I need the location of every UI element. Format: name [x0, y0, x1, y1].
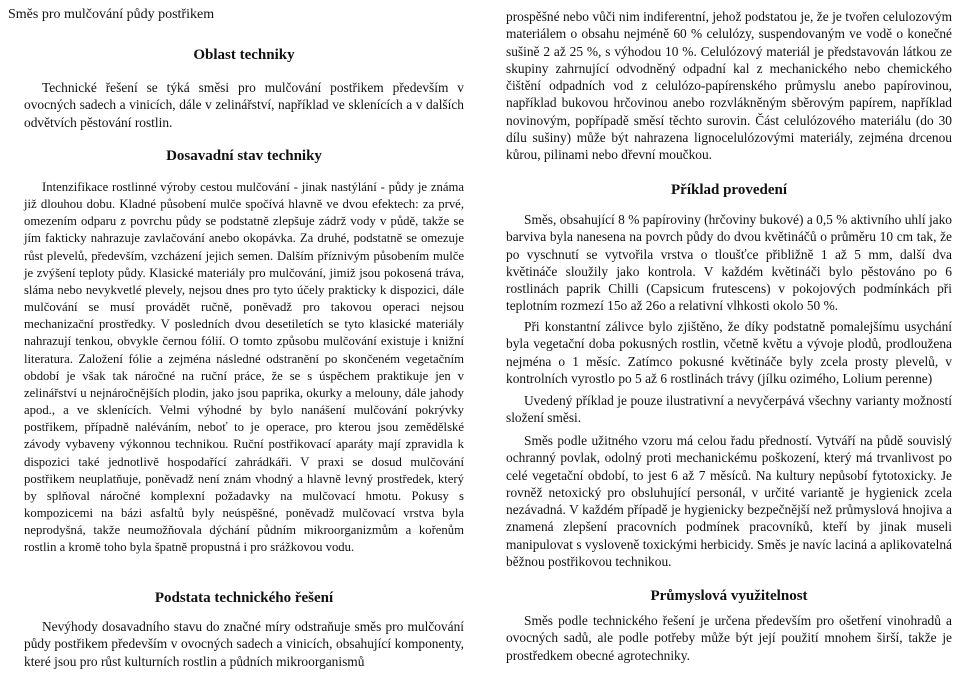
paragraph-podstata: Nevýhody dosavadního stavu do značné míry odstraňuje směs pro mulčování půdy postřikem především v ovocných sadech a vinicích, obsahující komponenty, které jsou pro růst kulturních rostlin a půdních mikroorganismů — [24, 619, 464, 669]
heading-dosavadni-stav: Dosavadní stav techniky — [166, 148, 322, 164]
heading-priklad-provedeni: Příklad provedení — [671, 182, 787, 198]
heading-prumyslova-vyuzitelnost: Průmyslová využitelnost — [650, 588, 808, 604]
paragraph-dosavadni-stav: Intenzifikace rostlinné výroby cestou mulčování - jinak nastýlání - půdy je známa již dlouhou dobu. Kladné působení mulče spočívá hlavně ve dvou efektech: za prvé, omezením odparu z povrchu půdy se podstatně zlepšuje zádrž vody v půdě, takže se jím fakticky nahrazuje zavlačování anebo okopávka. Za druhé, podstatně se omezuje růst plevelů, především, vzcházení jejich semen. Dalším příznivým působením mulče je zvýšení teploty půdy. Klasické materiály pro mulčování, jimiž jsou pokosená tráva, sláma nebo nevykvetlé plevely, nejsou dnes pro tyto účely prakticky k dispozici, dále mulčování se musí provádět ručně, poněvadž pro takovou operaci nejsou mechanizační prostředky. V posledních dvou desetiletích se tyto klasické materiály nahrazují tenkou, obvykle černou fólií. O tomto způsobu mulčování existuje i knižní literatura. Založení fólie a zejména následné odstranění po skončeném vegetačním období je však tak náročné na ruční práce, že se s úspěchem praktikuje jen v zelinářství u nejnáročnějších plodin, jako jsou paprika, okurky a melouny, dále jahody apod., a ve sklenících. Velmi výhodné by bylo nanášení mulčování pokrývky postřikem, případně naléváním, neboť to je operace, pro kterou jsou zemědělské závody vybaveny výkonnou technikou. Ruční postřikovací aparáty mají zpravidla k dispozici také jednotlivě hospodařící zahrádkáři. V praxi se dosud mulčování postřikem neuplatňuje, poněvadž není znám vhodný a hlavně levný prostředek, který by splňoval náročné komplexní požadavky na mulčovací hmotu. Pokusy s kompozicemi na bázi asfaltů byly neúspěšné, poněvadž mulčovací vrstva byla neprodyšná, takže neumožňovala dýchání půdním mikroorganizmům a kořenům rostlin a kromě toho byla špatně propustná i pro srážkovou vodu. — [24, 180, 464, 555]
paragraph-prumyslova-vyuzitelnost: Směs podle technického řešení je určena především pro ošetření vinohradů a ovocných sadů, ale podle potřeby může být její použití mnohem širší, takže je prostředkem obecné agrotechniky. — [506, 613, 952, 663]
heading-podstata: Podstata technického řešení — [154, 590, 334, 606]
paragraph-continuation: prospěšné nebo vůči nim indiferentní, jehož podstatou je, že je tvořen celulozovým materiálem o obsahu nejméně 60 % celulózy, suspendovaným ve vodě o konečné sušině 2 až 25 %, s výhodou 10 %. Celulózový materiál je představován látkou ze skupiny zahrnující odvodněný odpadní kal z mechanického nebo chemického čištění odpadních vod z celulózo-papírenského průmyslu anebo papírovinou, například bukovou hrčovinou anebo rozvlákněným sběrovým papírem, například novinovým, popřípadě směsí těchto surovin. Část celulózového materiálu (do 30 dílu sušiny) může být nahrazena lignocelulózovými materiály, zejména drcenou kůrou, pilinami nebo dřevní moučkou. — [506, 9, 952, 163]
paragraph-priklad-2: Při konstantní zálivce bylo zjištěno, že díky podstatně pomalejšímu usychání byla vegetační doba pokusných rostlin, včetně květu a vývoje plodů, prodloužena nejména o 1 měsíc. Zatímco pokusné květináče byly zcela prosty plevelů, v kontrolních vyrostlo po 5 až 6 rostlinách trávy (jílku ozimého, Lolium perenne) — [506, 319, 952, 386]
paragraph-oblast-techniky: Technické řešení se týká směsi pro mulčování postřikem především v ovocných sadech a vinicích, dále v zelinářství, například ve sklenících a v dalších odvětvích pěstování rostlin. — [24, 80, 464, 130]
heading-oblast-techniky: Oblast techniky — [193, 47, 295, 63]
paragraph-priklad-3: Uvedený příklad je pouze ilustrativní a nevyčerpává všechny varianty možností složení směsi. — [506, 393, 952, 426]
document-title: Směs pro mulčování půdy postřikem — [8, 7, 215, 22]
paragraph-priklad-1: Směs, obsahující 8 % papíroviny (hrčoviny bukové) a 0,5 % aktivního uhlí jako barviva byla nanesena na povrch půdy do dvou květináčů o průměru 10 cm tak, že po vyschnutí se vytvořila vrstva o tloušťce přibližně 1 až 5 mm, další dva květináče sloužily jako kontrola. V každém květináči bylo pěstováno po 6 rostlinách paprik Chilli (Capsicum frutescens) v pokojových podmínkách při teplotním rozmezí 15o až 26o a relativní vlhkosti okolo 50 %. — [506, 212, 952, 314]
paragraph-prednosti: Směs podle užitného vzoru má celou řadu předností. Vytváří na půdě souvislý ochranný povlak, odolný proti mechanickému poškození, který má trvanlivost po celé vegetační období, to jest 6 až 7 měsíců. Na kultury nepůsobí fytotoxicky. Je rovněž netoxický pro obsluhující personál, v určité variantě je hygienick zcela nezávadná. V každém případě je hygienicky bezpečnější než průmyslová hnojiva a znamená zlepšení pracovních podmínek pracovníků, kteří by jinak museli manipulovat s vysloveně toxickými herbicidy. Směs je navíc laciná a aplikovatelná běžnou postřikovou technikou. — [506, 433, 952, 570]
